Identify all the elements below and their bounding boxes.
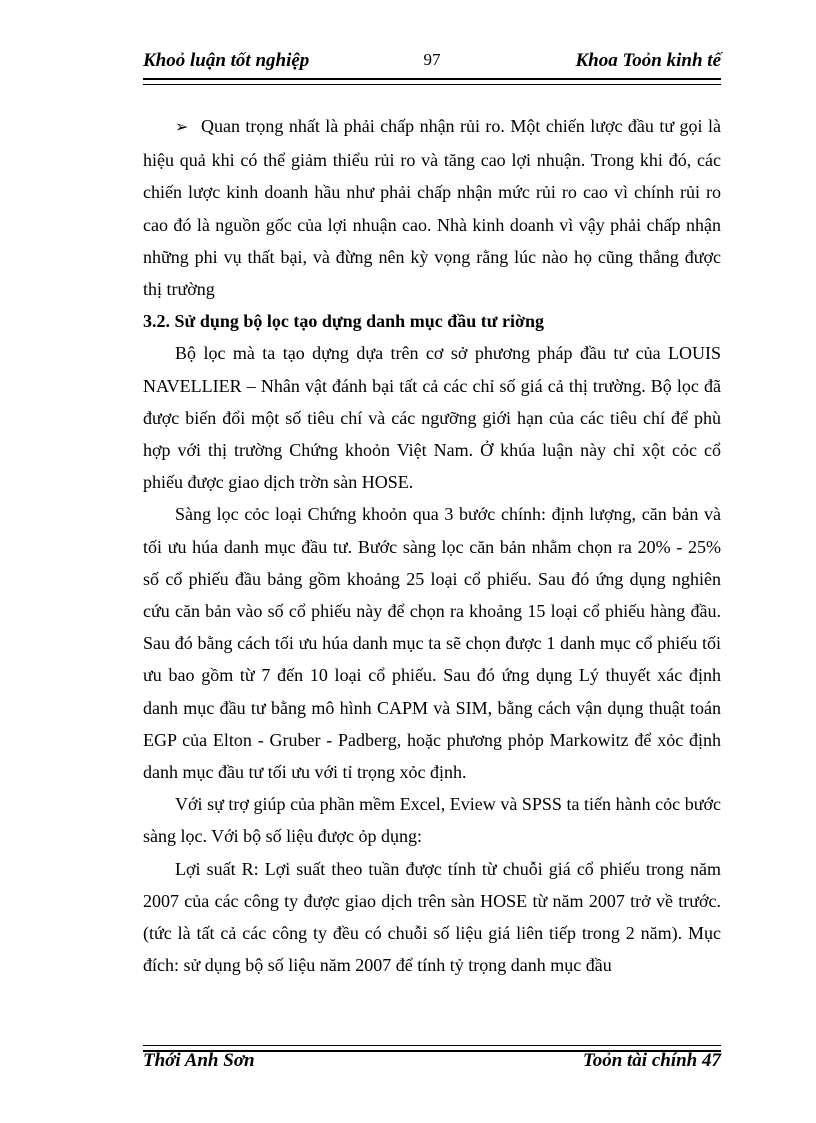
header-faculty: Khoa Toỏn kinh tế — [575, 50, 721, 71]
page-header — [143, 50, 721, 76]
paragraph-filter-intro: Bộ lọc mà ta tạo dựng dựa trên cơ sở phương pháp đầu tư của LOUIS NAVELLIER – Nhân vật đánh bại tất cả các chỉ số giá cả thị trường. Bộ lọc đã được biến đổi một số tiêu chí và các ngưỡng giới hạn của các tiêu chí để phù hợp với thị trường Chứng khoỏn Việt Nam. Ở khúa luận này chỉ xột cỏc cổ phiếu được giao dịch trờn sàn HOSE. — [143, 343, 721, 493]
page-number: 97 — [423, 50, 441, 69]
header-divider — [143, 78, 721, 85]
page-footer — [143, 1050, 721, 1076]
footer-class: Toỏn tài chính 47 — [582, 1050, 721, 1071]
paragraph-screening-steps: Sàng lọc cỏc loại Chứng khoỏn qua 3 bước chính: định lượng, căn bản và tối ưu húa danh mục đầu tư. Bước sàng lọc căn bản nhằm chọn ra 20% - 25% số cổ phiếu đầu bảng gồm khoảng 25 loại cổ phiếu. Sau đó ứng dụng nghiên cứu căn bản vào số cổ phiếu này để chọn ra khoảng 15 loại cổ phiếu hàng đầu. Sau đó bằng cách tối ưu húa danh mục ta sẽ chọn được 1 danh mục cổ phiếu tối ưu bao gồm từ 7 đến 10 loại cổ phiếu. Sau đó ứng dụng Lý thuyết xác định danh mục đầu tư bằng mô hình CAPM và SIM, bằng cách vận dụng thuật toán EGP của Elton - Gruber - Padberg, hoặc phương phỏp Markowitz để xỏc định danh mục đầu tư tối ưu với tỉ trọng xỏc định. — [143, 504, 721, 783]
paragraph-return-data: Lợi suất R: Lợi suất theo tuần được tính từ chuỗi giá cổ phiếu trong năm 2007 của các công ty được giao dịch trên sàn HOSE từ năm 2007 trở về trước. (tức là tất cả các công ty đều có chuỗi số liệu giá liên tiếp trong 2 năm). Mục đích: sử dụng bộ số liệu năm 2007 để tính tỷ trọng danh mục đầu — [143, 858, 721, 976]
arrow-bullet-icon: ➢ — [175, 119, 189, 136]
bullet-paragraph — [143, 110, 721, 305]
page-body — [143, 110, 721, 981]
paragraph-software: Với sự trợ giúp của phần mềm Excel, Eview và SPSS ta tiến hành cỏc bước sàng lọc. Với bộ số liệu được ỏp dụng: — [143, 794, 721, 847]
bullet-paragraph-text: Quan trọng nhất là phải chấp nhận rủi ro. Một chiến lược đầu tư gọi là hiệu quả khi có thể giảm thiểu rủi ro và tăng cao lợi nhuận. Trong khi đó, các chiến lược kinh doanh hầu như phải chấp nhận mức rủi ro cao vì chính rủi ro cao đó là nguồn gốc của lợi nhuận cao. Nhà kinh doanh vì vậy phải chấp nhận những phi vụ thất bại, và đừng nên kỳ vọng rằng lúc nào họ cũng thắng được thị trường — [143, 116, 721, 300]
header-thesis-title: Khoỏ luận tốt nghiệp — [143, 50, 310, 71]
section-heading: 3.2. Sử dụng bộ lọc tạo dựng danh mục đầu tư riờng — [143, 311, 544, 332]
footer-author: Thới Anh Sơn — [143, 1050, 255, 1071]
